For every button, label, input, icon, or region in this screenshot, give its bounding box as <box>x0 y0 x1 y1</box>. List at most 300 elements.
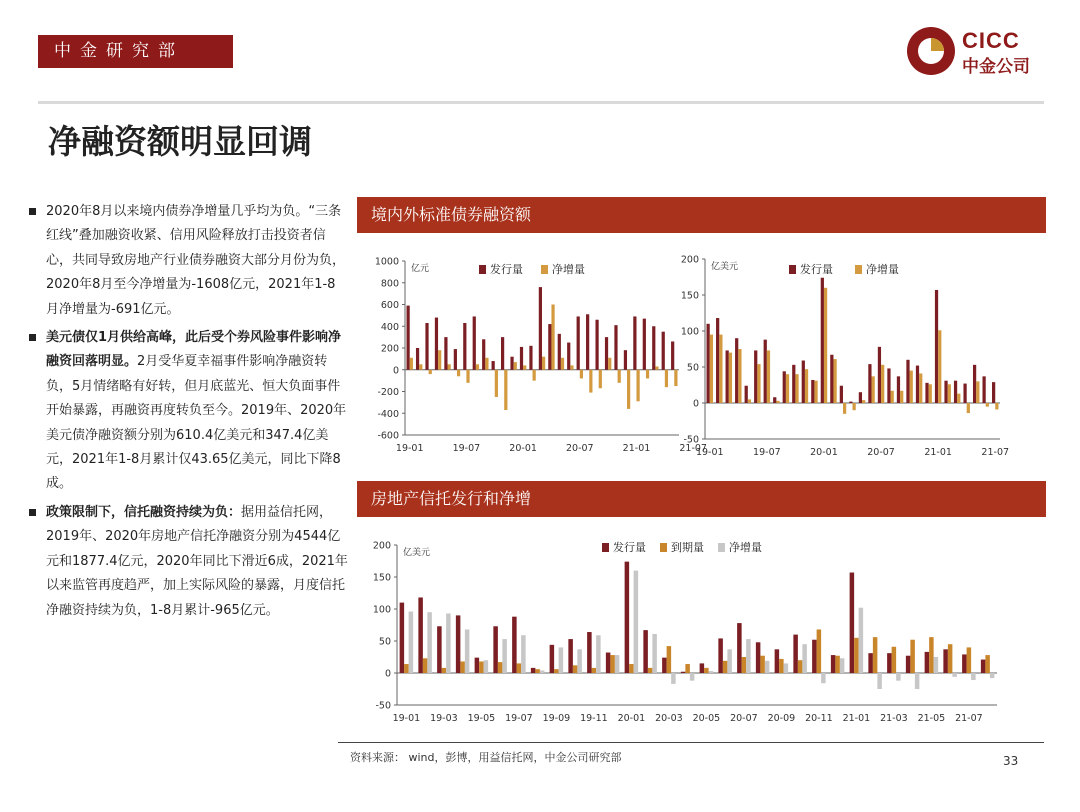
legend-label: 净增量 <box>552 263 585 276</box>
bar <box>873 637 878 673</box>
bar <box>595 320 598 370</box>
bar <box>925 652 930 673</box>
bar <box>495 370 498 397</box>
bar <box>596 635 601 673</box>
y-tick-label: -400 <box>377 408 399 420</box>
bar <box>409 612 414 673</box>
bar <box>517 663 522 673</box>
x-tick-label: 19-01 <box>395 443 424 454</box>
bar <box>485 358 488 370</box>
bullet-list <box>28 200 348 627</box>
bar <box>484 660 489 673</box>
bar <box>877 673 882 689</box>
x-tick-label: 19-07 <box>753 447 781 458</box>
bar <box>614 325 617 370</box>
bullet-square-icon <box>29 509 36 516</box>
bar <box>764 340 767 403</box>
y-tick-label: 0 <box>384 668 391 680</box>
bar <box>738 349 741 403</box>
bar <box>502 639 507 673</box>
bar <box>817 629 822 673</box>
bar <box>418 597 423 673</box>
bar <box>963 384 966 403</box>
x-tick-label: 20-03 <box>655 713 683 724</box>
bar <box>531 668 536 673</box>
bar <box>935 290 938 403</box>
bar <box>840 658 845 673</box>
bar <box>662 658 667 673</box>
y-tick-label: -600 <box>377 430 399 442</box>
bar <box>985 655 990 673</box>
bar <box>629 664 634 673</box>
x-tick-label: 20-05 <box>692 713 721 724</box>
bar <box>554 669 559 673</box>
bar <box>589 370 592 393</box>
bar <box>567 343 570 370</box>
cicc-logo <box>904 24 1054 80</box>
bar <box>456 615 461 673</box>
x-tick-label: 20-07 <box>867 447 895 458</box>
unit-label: 亿美元 <box>711 262 739 272</box>
x-tick-label: 19-09 <box>542 713 571 724</box>
y-tick-label: 600 <box>380 300 399 311</box>
bar <box>473 316 476 369</box>
bar <box>967 403 970 413</box>
y-tick-label: 200 <box>372 540 391 552</box>
brand-box: 中金研究部 <box>38 35 233 68</box>
bar <box>833 359 836 403</box>
bar <box>529 346 532 370</box>
bullet-1 <box>28 200 348 322</box>
bar <box>745 386 748 403</box>
y-tick-label: 100 <box>372 604 391 616</box>
bar <box>514 362 517 370</box>
x-tick-label: 21-07 <box>981 447 1010 458</box>
bar <box>685 664 690 673</box>
cicc-logo-icon <box>904 24 958 78</box>
bar <box>615 655 620 673</box>
bar <box>498 662 503 673</box>
bar <box>533 370 536 381</box>
bar <box>429 370 432 374</box>
bar <box>793 635 798 673</box>
bar <box>786 374 789 403</box>
bar <box>548 324 551 370</box>
bar <box>849 402 852 403</box>
bar <box>859 392 862 403</box>
bar <box>878 347 881 403</box>
bar <box>423 658 428 673</box>
bar <box>643 630 648 673</box>
y-tick-label: 50 <box>378 636 391 648</box>
x-tick-label: 19-03 <box>430 713 458 724</box>
bar <box>957 394 960 403</box>
x-tick-label: 19-01 <box>392 713 421 724</box>
bar <box>540 670 545 673</box>
y-tick-label: 150 <box>680 290 699 302</box>
bar <box>757 364 760 403</box>
bar <box>971 673 976 680</box>
bar <box>831 655 836 673</box>
x-tick-label: 19-01 <box>695 447 724 458</box>
bar <box>580 370 583 379</box>
bar <box>573 665 578 673</box>
bar <box>767 350 770 403</box>
bullet-square-icon <box>29 208 36 215</box>
bar <box>973 365 976 403</box>
bar <box>954 381 957 403</box>
bar <box>821 278 824 403</box>
bar <box>520 347 523 370</box>
bar <box>523 365 526 369</box>
bar <box>535 669 540 673</box>
bar <box>539 287 542 370</box>
page-number: 33 <box>1003 754 1019 768</box>
logo-cn: 中金公司 <box>962 57 1030 77</box>
bar <box>862 400 865 403</box>
y-tick-label: 0 <box>392 365 399 377</box>
bar <box>995 403 998 409</box>
bar <box>446 613 451 673</box>
bar <box>821 673 826 683</box>
bar <box>492 361 495 370</box>
bar <box>854 638 859 673</box>
bar <box>448 364 451 369</box>
bar <box>665 370 668 387</box>
bar <box>643 319 646 370</box>
bar <box>729 353 732 403</box>
bar <box>929 384 932 403</box>
y-tick-label: 0 <box>692 398 699 410</box>
bar <box>990 673 995 678</box>
bar <box>900 391 903 403</box>
bar <box>992 382 995 403</box>
y-tick-label: 800 <box>380 278 399 290</box>
bar <box>542 357 545 370</box>
bar <box>710 335 713 403</box>
bar <box>427 612 432 673</box>
bar <box>737 623 742 673</box>
bar <box>700 663 705 673</box>
x-tick-label: 21-03 <box>880 713 908 724</box>
y-tick-label: -50 <box>683 434 699 446</box>
bar <box>802 361 805 403</box>
x-tick-label: 21-01 <box>622 443 651 454</box>
x-tick-label: 20-09 <box>767 713 796 724</box>
bar <box>859 608 864 673</box>
bar <box>746 639 751 673</box>
legend-swatch <box>660 543 667 552</box>
bar <box>812 640 817 673</box>
bullet-2-text: 2月受华夏幸福事件影响净融资转负，5月情绪略有好转，但月底蓝光、恒大负面事件开始暴露，再融资再度转负至今。2019年、2020年美元债净融资额分别为610.4亿美元和347.4亿美元，2021年1-8月累计仅43.65亿美元，同比下降8成。 <box>46 354 347 492</box>
bar <box>577 649 582 673</box>
legend-label: 到期量 <box>671 541 704 554</box>
x-tick-label: 20-01 <box>617 713 646 724</box>
bar <box>558 334 561 370</box>
bar <box>896 673 901 681</box>
source-note: 资料来源： wind，彭博，用益信托网，中金公司研究部 <box>338 742 1044 765</box>
bar <box>872 376 875 403</box>
bar <box>850 573 855 673</box>
bar <box>824 288 827 403</box>
bar <box>897 376 900 403</box>
bar <box>723 661 728 673</box>
bar <box>457 370 460 377</box>
bar <box>719 335 722 403</box>
bar <box>634 571 639 673</box>
bar <box>910 640 915 673</box>
bar <box>599 370 602 388</box>
bar <box>551 305 554 370</box>
bar <box>419 364 422 369</box>
bar <box>716 318 719 403</box>
bar <box>906 360 909 403</box>
bar <box>944 381 947 403</box>
bar <box>843 403 846 414</box>
bar <box>906 656 911 673</box>
bar <box>610 655 615 673</box>
bar <box>400 603 405 673</box>
bar <box>765 661 770 673</box>
bar <box>438 350 441 370</box>
bar <box>727 649 732 673</box>
legend-label: 净增量 <box>866 263 899 276</box>
bar <box>967 647 972 673</box>
x-tick-label: 20-01 <box>810 447 838 458</box>
bar <box>407 306 410 370</box>
bar <box>982 376 985 403</box>
bar <box>760 656 765 673</box>
bar <box>814 381 817 403</box>
bar <box>943 649 948 673</box>
bar <box>655 366 658 369</box>
bar <box>868 364 871 403</box>
bar <box>608 358 611 370</box>
bar <box>775 649 780 673</box>
bar <box>466 370 469 383</box>
legend-swatch <box>789 265 796 274</box>
bar <box>709 671 714 673</box>
unit-label: 亿美元 <box>403 548 431 558</box>
bar <box>929 637 934 673</box>
x-tick-label: 19-11 <box>580 713 608 724</box>
chart-usd-bonds <box>672 245 1012 467</box>
bar <box>798 660 803 673</box>
bar <box>887 653 892 673</box>
bar <box>925 383 928 403</box>
x-tick-label: 19-07 <box>505 713 533 724</box>
page-title: 净融资额明显回调 <box>48 122 312 161</box>
bar <box>627 370 630 409</box>
bar <box>482 339 485 369</box>
bar <box>606 653 611 673</box>
x-tick-label: 20-11 <box>805 713 833 724</box>
bar <box>618 370 621 383</box>
logo-en: CICC <box>962 28 1020 53</box>
x-tick-label: 20-07 <box>730 713 758 724</box>
legend-swatch <box>479 265 486 274</box>
bar <box>704 668 709 673</box>
x-tick-label: 21-01 <box>924 447 952 458</box>
x-tick-label: 20-07 <box>565 443 594 454</box>
bar <box>756 642 761 673</box>
bar <box>976 381 979 403</box>
bar <box>652 634 657 673</box>
unit-label: 亿元 <box>411 264 430 274</box>
x-tick-label: 21-07 <box>955 713 983 724</box>
bullet-2-bold: 美元债仅1月供给高峰，此后受个券风险事件影响净融资回落明显。 <box>46 330 342 370</box>
bar <box>561 358 564 370</box>
y-tick-label: 200 <box>680 254 699 266</box>
bar <box>718 638 723 673</box>
bar <box>783 371 786 403</box>
bar <box>962 654 967 673</box>
bar <box>948 644 953 673</box>
bar <box>577 316 580 369</box>
bullet-3-text: 据用益信托网，2019年、2020年房地产信托净融资分别为4544亿元和1877.4亿元，2020年同比下滑近6成，2021年以来监管再度趋严，加上实际风险的暴露，月度信托净融资持续为负，1-8月累计-965亿元。 <box>46 504 348 618</box>
bar <box>915 673 920 689</box>
bar <box>404 664 409 673</box>
y-tick-label: 1000 <box>374 256 399 268</box>
bar <box>476 364 479 369</box>
bar <box>681 672 686 673</box>
bar <box>475 658 480 673</box>
bar <box>754 350 757 403</box>
bar <box>986 403 989 407</box>
bar <box>493 626 498 673</box>
bar <box>916 366 919 403</box>
bar <box>624 350 627 370</box>
section-header-bonds: 境内外标准债券融资额 <box>357 197 1046 233</box>
bar <box>881 365 884 403</box>
bar <box>605 337 608 370</box>
bar <box>891 391 894 403</box>
bar <box>625 562 630 673</box>
legend-swatch <box>602 543 609 552</box>
legend-swatch <box>541 265 548 274</box>
y-tick-label: 100 <box>680 326 699 338</box>
bar <box>510 357 513 370</box>
y-tick-label: 150 <box>372 572 391 584</box>
bar <box>437 626 442 673</box>
bar <box>830 355 833 403</box>
bar <box>550 645 555 673</box>
bar <box>410 358 413 370</box>
section-header-trust: 房地产信托发行和净增 <box>357 481 1046 517</box>
bar <box>570 365 573 369</box>
y-tick-label: 400 <box>380 321 399 333</box>
x-tick-label: 19-05 <box>467 713 496 724</box>
bar <box>805 369 808 403</box>
bar <box>662 332 665 370</box>
bar <box>460 661 465 673</box>
bar <box>835 656 840 673</box>
bar <box>919 373 922 403</box>
legend-label: 发行量 <box>490 263 523 276</box>
bar <box>559 647 564 673</box>
bar <box>648 668 653 673</box>
bar <box>463 323 466 370</box>
bullet-square-icon <box>29 334 36 341</box>
bullet-2 <box>28 326 348 497</box>
y-tick-label: -50 <box>375 700 391 712</box>
x-tick-label: 21-07 <box>679 443 707 454</box>
bar <box>795 374 798 403</box>
bar <box>636 370 639 402</box>
bar <box>948 384 951 403</box>
bar <box>512 617 517 673</box>
bar <box>646 370 649 379</box>
bar <box>792 365 795 403</box>
bar <box>868 653 873 673</box>
bar <box>934 657 939 673</box>
y-tick-label: 200 <box>380 343 399 355</box>
chart-trust <box>357 532 1017 732</box>
top-divider <box>38 101 1044 104</box>
bar <box>892 647 897 673</box>
bar <box>568 639 573 673</box>
bar <box>521 635 526 673</box>
bar <box>981 660 986 673</box>
bar <box>652 326 655 370</box>
y-tick-label: -200 <box>377 387 399 398</box>
legend-swatch <box>855 265 862 274</box>
bullet-3-bold: 政策限制下，信托融资持续为负： <box>46 504 242 520</box>
bar <box>690 673 695 681</box>
bar <box>938 330 941 403</box>
bar <box>726 350 729 403</box>
bar <box>633 316 636 369</box>
bar <box>742 657 747 673</box>
bullet-3 <box>28 501 348 623</box>
bar <box>779 659 784 673</box>
legend-label: 净增量 <box>729 541 762 554</box>
bar <box>587 632 592 673</box>
y-tick-label: 50 <box>686 362 699 374</box>
bar <box>465 629 470 673</box>
bar <box>442 668 447 673</box>
bar <box>748 399 751 403</box>
bar <box>776 401 779 403</box>
bar <box>454 349 457 370</box>
x-tick-label: 21-01 <box>842 713 871 724</box>
legend-label: 发行量 <box>800 263 833 276</box>
bar <box>435 318 438 370</box>
bar <box>671 673 676 684</box>
x-tick-label: 20-01 <box>509 443 537 454</box>
bar <box>802 644 807 673</box>
bar <box>667 646 672 673</box>
bar <box>416 348 419 370</box>
bar <box>910 371 913 403</box>
legend-label: 发行量 <box>613 541 646 554</box>
bar <box>592 668 597 673</box>
bar <box>887 368 890 403</box>
bar <box>707 324 710 403</box>
bar <box>479 661 484 673</box>
bar <box>586 314 589 369</box>
bar <box>811 380 814 403</box>
bar <box>840 386 843 403</box>
bar <box>735 338 738 403</box>
bar <box>501 337 504 370</box>
bar <box>444 337 447 370</box>
bar <box>952 673 957 677</box>
bar <box>784 663 789 673</box>
bar <box>425 323 428 370</box>
bar <box>773 397 776 403</box>
bullet-1-text: 2020年8月以来境内债券净增量几乎均为负。“三条红线”叠加融资收紧、信用风险释放打击投资者信心，共同导致房地产行业债券融资大部分月份为负，2020年8月至今净增量为-1608亿元，2021年1-8月净增量为-691亿元。 <box>46 204 346 317</box>
